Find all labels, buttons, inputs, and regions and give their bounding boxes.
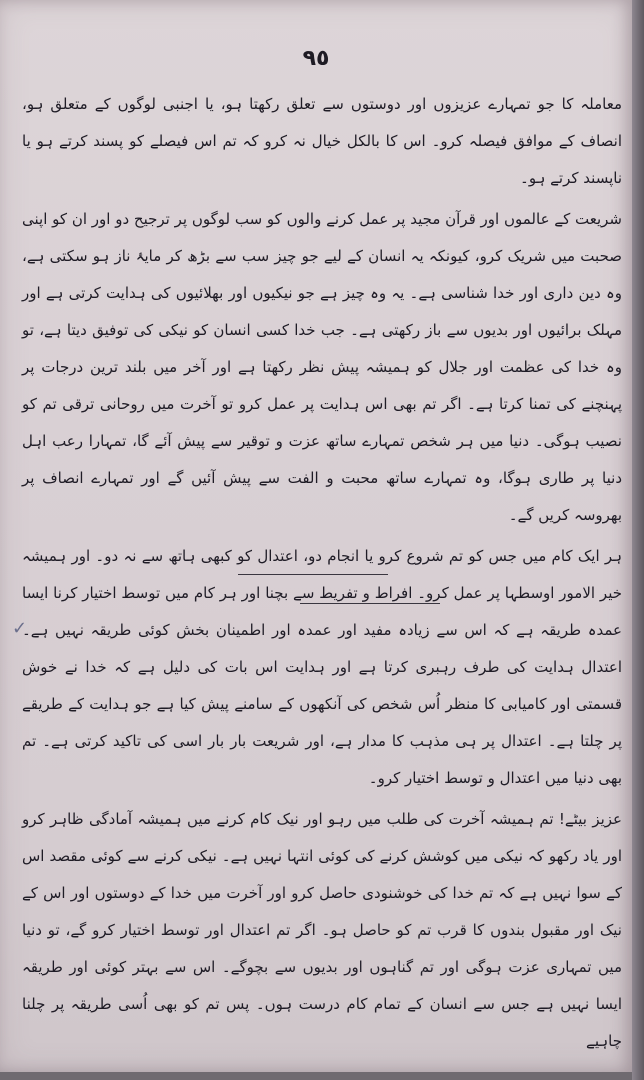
paragraph-4: عزیز بیٹے! تم ہمیشہ آخرت کی طلب میں رہو اور نیک کام کرنے میں ہمیشہ آمادگی ظاہر کرو اور یاد رکھو کہ نیکی میں کوشش کرنے کی کوئی انتہا نہیں ہے۔ نیکی کرنے سے کوئی مقصد اس کے سوا نہیں ہے کہ تم خدا کی خوشنودی حاصل کرو اور آخرت میں خدا کے دوستوں اور اس کے نیک اور مقبول بندوں کا قرب تم کو حاصل ہو۔ اگر تم اعتدال اور توسط اختیار کرو گے، تو دنیا میں تمہاری عزت ہوگی اور تم گناہوں اور بدیوں سے بچوگے۔ اس سے بہتر کوئی اور طریقہ ایسا نہیں ہے جس سے انسان کے تمام کام درست ہوں۔ پس تم کو بھی اُسی طریقہ پر چلنا چاہیے: [22, 810, 622, 1050]
page-number: ٩٥: [302, 46, 330, 71]
page-body: [22, 86, 622, 1060]
pencil-underline: [238, 574, 388, 575]
page-edge-shadow: [632, 0, 644, 1080]
pencil-underline: [300, 603, 440, 604]
paragraph-1: معاملہ کا جو تمہارے عزیزوں اور دوستوں سے تعلق رکھتا ہو، یا اجنبی لوگوں کے متعلق ہو، انصاف کے موافق فیصلہ کرو۔ اس کا بالکل خیال نہ کرو کہ تم اس فیصلے کو پسند کرتے ہو یا ناپسند کرتے ہو۔: [22, 95, 622, 187]
paragraph-2: شریعت کے عالموں اور قرآن مجید پر عمل کرنے والوں کو سب لوگوں پر ترجیح دو اور ان کو اپنی صحبت میں شریک کرو، کیونکہ یہ انسان کے لیے جو چیز سب سے بڑھ کر مایۂ ناز ہو سکتی ہے، وہ دین داری اور خدا شناسی ہے۔ یہ وہ چیز ہے جو نیکیوں اور بھلائیوں کی ہدایت کرتی ہے اور مہلک برائیوں اور بدیوں سے باز رکھتی ہے۔ جب خدا کسی انسان کو نیکی کی توفیق دیتا ہے، تو وہ خدا کی عظمت اور جلال کو ہمیشہ پیش نظر رکھتا ہے اور آخر میں بلند ترین درجات پر پہنچنے کی تمنا کرتا ہے۔ اگر تم بھی اس ہدایت پر عمل کرو تو آخرت میں روحانی ترقی تم کو نصیب ہوگی۔ دنیا میں ہر شخص تمہارے ساتھ عزت و توقیر سے پیش آئے گا، تمہارا رعب اہل دنیا پر طاری ہوگا، وہ تمہارے ساتھ محبت و الفت سے پیش آئیں گے اور تمہارے انصاف پر بھروسہ کریں گے۔: [22, 210, 622, 524]
paragraph-3: ہر ایک کام میں جس کو تم شروع کرو یا انجام دو، اعتدال کو کبھی ہاتھ سے نہ دو۔ اور ہمیشہ خیر الامور اوسطہا پر عمل کرو۔ افراط و تفریط سے بچنا اور ہر کام میں توسط اختیار کرنا ایسا عمدہ طریقہ ہے کہ اس سے زیادہ مفید اور عمدہ اور اطمینان بخش کوئی طریقہ نہیں ہے۔ اعتدال ہدایت کی طرف رہبری کرتا ہے اور ہدایت اس بات کی دلیل ہے کہ خدا نے خوش قسمتی اور کامیابی کا منظر اُس شخص کی آنکھوں کے سامنے پیش کیا ہے جو ہدایت کے طریقے پر چلتا ہے۔ اعتدال پر ہی مذہب کا مدار ہے، اور شریعت بار بار اسی کی تاکید کرتی ہے۔ تم بھی دنیا میں اعتدال و توسط اختیار کرو۔: [22, 547, 622, 787]
pencil-check-mark-icon: ✓: [12, 618, 28, 639]
